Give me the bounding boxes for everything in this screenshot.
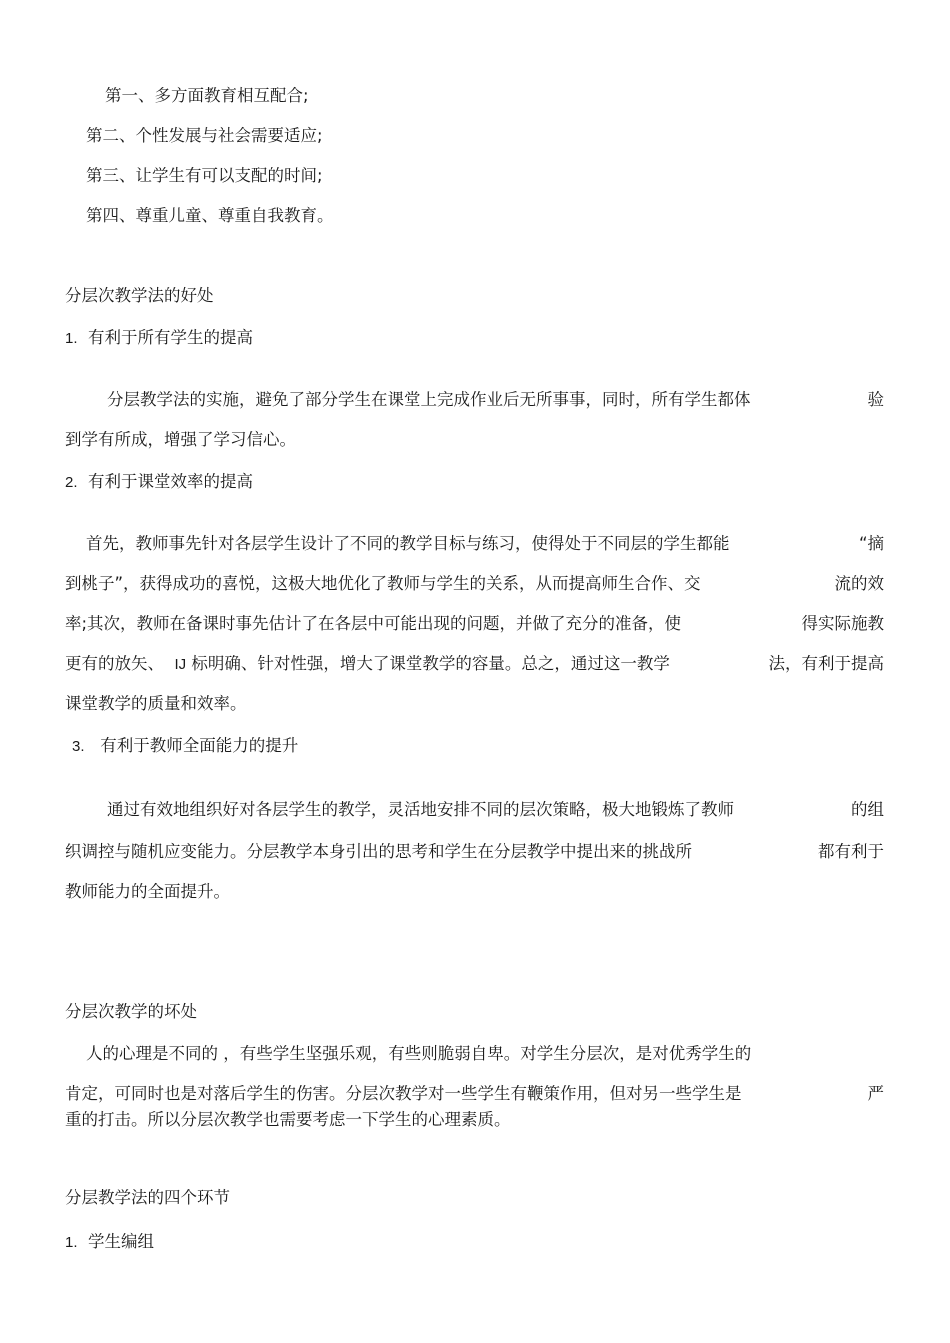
benefit-2-line-3: 率;其次，教师在备课时事先估计了在各层中可能出现的问题，并做了充分的准备，使 — [65, 614, 682, 633]
benefit-2-line-4-part-2: IJ — [174, 656, 187, 673]
benefit-3-line-3: 教师能力的全面提升。 — [65, 882, 230, 901]
intro-item-1: 第一、多方面教育相互配合; — [105, 86, 309, 105]
benefit-1-line-2: 到学有所成，增强了学习信心。 — [65, 430, 296, 449]
benefit-3-number: 3. — [72, 738, 85, 755]
four-steps-heading: 分层教学法的四个环节 — [65, 1188, 230, 1207]
benefit-2-title — [65, 472, 253, 493]
benefit-2-line-1-end: “摘 — [858, 534, 884, 553]
benefit-2-line-4-end: 法，有利于提高 — [768, 654, 884, 673]
benefit-3-line-2: 织调控与随机应变能力。分层教学本身引出的思考和学生在分层教学中提出来的挑战所 — [65, 842, 692, 861]
benefit-3-title — [72, 736, 298, 757]
benefit-2-number: 2. — [65, 474, 78, 491]
benefit-3-line-1-end: 的组 — [851, 800, 884, 819]
drawbacks-line-2: 肯定，可同时也是对落后学生的伤害。分层次教学对一些学生有鞭策作用，但对另一些学生是 — [65, 1084, 742, 1103]
step-1-title-text: 学生编组 — [88, 1232, 155, 1251]
benefit-2-line-1: 首先，教师事先针对各层学生设计了不同的教学目标与练习，使得处于不同层的学生都能 — [86, 534, 730, 553]
intro-item-4: 第四、尊重儿童、尊重自我教育。 — [86, 206, 334, 225]
benefit-2-line-2: 到桃子”，获得成功的喜悦，这极大地优化了教师与学生的关系，从而提高师生合作、交 — [65, 574, 701, 593]
benefit-2-line-5: 课堂教学的质量和效率。 — [65, 694, 247, 713]
intro-item-3: 第三、让学生有可以支配的时间; — [86, 166, 323, 185]
drawbacks-line-3: 重的打击。所以分层次教学也需要考虑一下学生的心理素质。 — [65, 1110, 511, 1129]
benefit-2-title-text: 有利于课堂效率的提高 — [88, 472, 254, 491]
drawbacks-heading: 分层次教学的坏处 — [65, 1002, 197, 1021]
benefit-1-title-text: 有利于所有学生的提高 — [88, 328, 254, 347]
step-1-title — [65, 1232, 154, 1253]
benefit-3-title-text: 有利于教师全面能力的提升 — [100, 736, 299, 755]
drawbacks-line-1: 人的心理是不同的 ，有些学生坚强乐观，有些则脆弱自卑。对学生分层次，是对优秀学生的 — [86, 1044, 752, 1063]
benefit-2-line-2-end: 流的效 — [834, 574, 884, 593]
step-1-number: 1. — [65, 1234, 78, 1251]
drawbacks-line-2-end: 严 — [867, 1084, 884, 1103]
benefit-3-line-1: 通过有效地组织好对各层学生的教学，灵活地安排不同的层次策略，极大地锻炼了教师 — [107, 800, 734, 819]
benefit-1-line-1-end: 验 — [867, 390, 884, 409]
intro-item-2: 第二、个性发展与社会需要适应; — [86, 126, 323, 145]
benefits-heading: 分层次教学法的好处 — [65, 286, 214, 305]
benefit-2-line-3-end: 得实际施教 — [801, 614, 884, 633]
benefit-2-line-4-part-3: 标明确、针对性强，增大了课堂教学的容量。总之，通过这一教学 — [191, 654, 670, 673]
benefit-3-line-2-end: 都有利于 — [818, 842, 884, 861]
benefit-1-line-1: 分层教学法的实施，避免了部分学生在课堂上完成作业后无所事事，同时，所有学生都体 — [107, 390, 751, 409]
benefit-2-line-4 — [65, 654, 670, 675]
benefit-2-line-4-part-1: 更有的放矢、 — [65, 654, 164, 673]
benefit-1-number: 1. — [65, 330, 78, 347]
benefit-1-title — [65, 328, 253, 349]
